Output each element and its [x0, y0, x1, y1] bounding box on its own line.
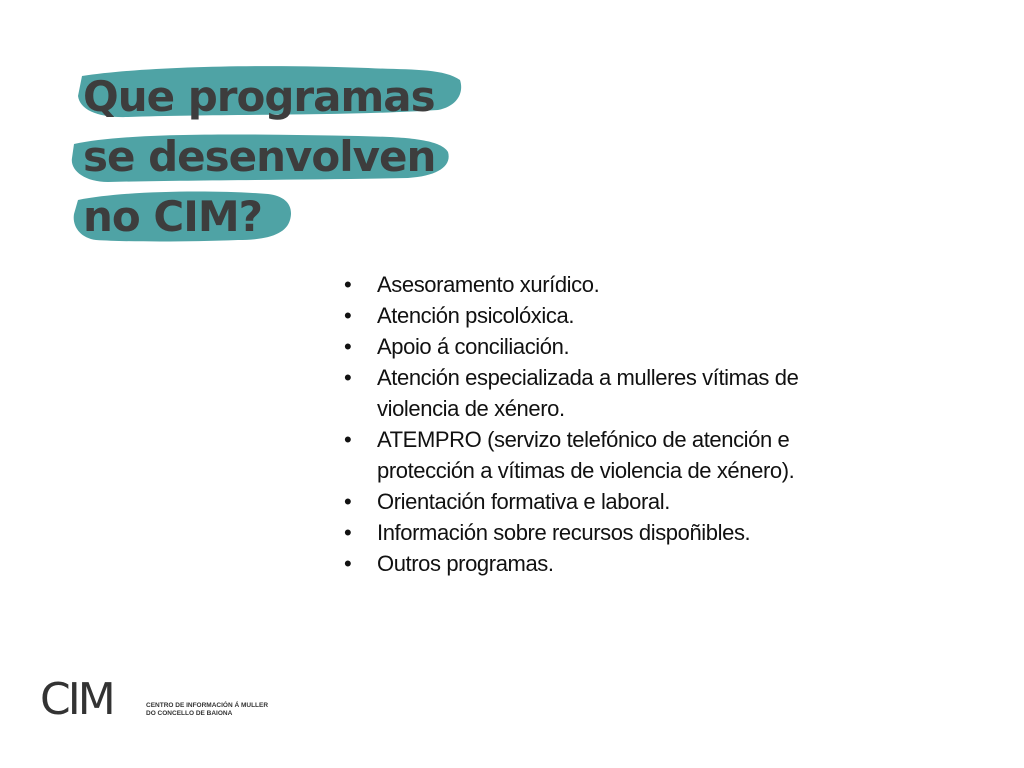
list-item	[340, 424, 860, 486]
bullet-icon: •	[344, 520, 352, 545]
list-item-text: Información sobre recursos dispoñibles.	[377, 520, 751, 545]
logo-mark: CIM	[40, 674, 113, 725]
slide-title	[68, 62, 468, 252]
bullet-icon: •	[344, 303, 352, 328]
list-item-text: Apoio á conciliación.	[377, 334, 570, 359]
title-line-1: Que programas	[83, 72, 435, 121]
list-item-text: ATEMPRO (servizo telefónico de atención e protección a vítimas de violencia de xénero).	[377, 427, 795, 483]
list-item	[340, 548, 860, 579]
list-item	[340, 362, 860, 424]
list-item-text: Orientación formativa e laboral.	[377, 489, 670, 514]
list-item	[340, 300, 860, 331]
title-line-3: no CIM?	[83, 192, 262, 241]
programs-list	[340, 269, 860, 579]
list-item	[340, 331, 860, 362]
bullet-icon: •	[344, 427, 352, 452]
bullet-icon: •	[344, 272, 352, 297]
logo-subtitle-line-2: DO CONCELLO DE BAIONA	[146, 710, 233, 717]
bullet-icon: •	[344, 365, 352, 390]
bullet-icon: •	[344, 489, 352, 514]
title-line-2: se desenvolven	[83, 132, 436, 181]
list-item	[340, 486, 860, 517]
list-item	[340, 517, 860, 548]
bullet-icon: •	[344, 334, 352, 359]
bullet-icon: •	[344, 551, 352, 576]
list-item-text: Outros programas.	[377, 551, 554, 576]
list-item	[340, 269, 860, 300]
logo-subtitle-line-1: CENTRO DE INFORMACIÓN Á MULLER	[146, 702, 269, 709]
list-item-text: Asesoramento xurídico.	[377, 272, 600, 297]
list-item-text: Atención especializada a mulleres vítimas de violencia de xénero.	[377, 365, 799, 421]
list-item-text: Atención psicolóxica.	[377, 303, 575, 328]
logo-subtitle	[146, 702, 268, 718]
